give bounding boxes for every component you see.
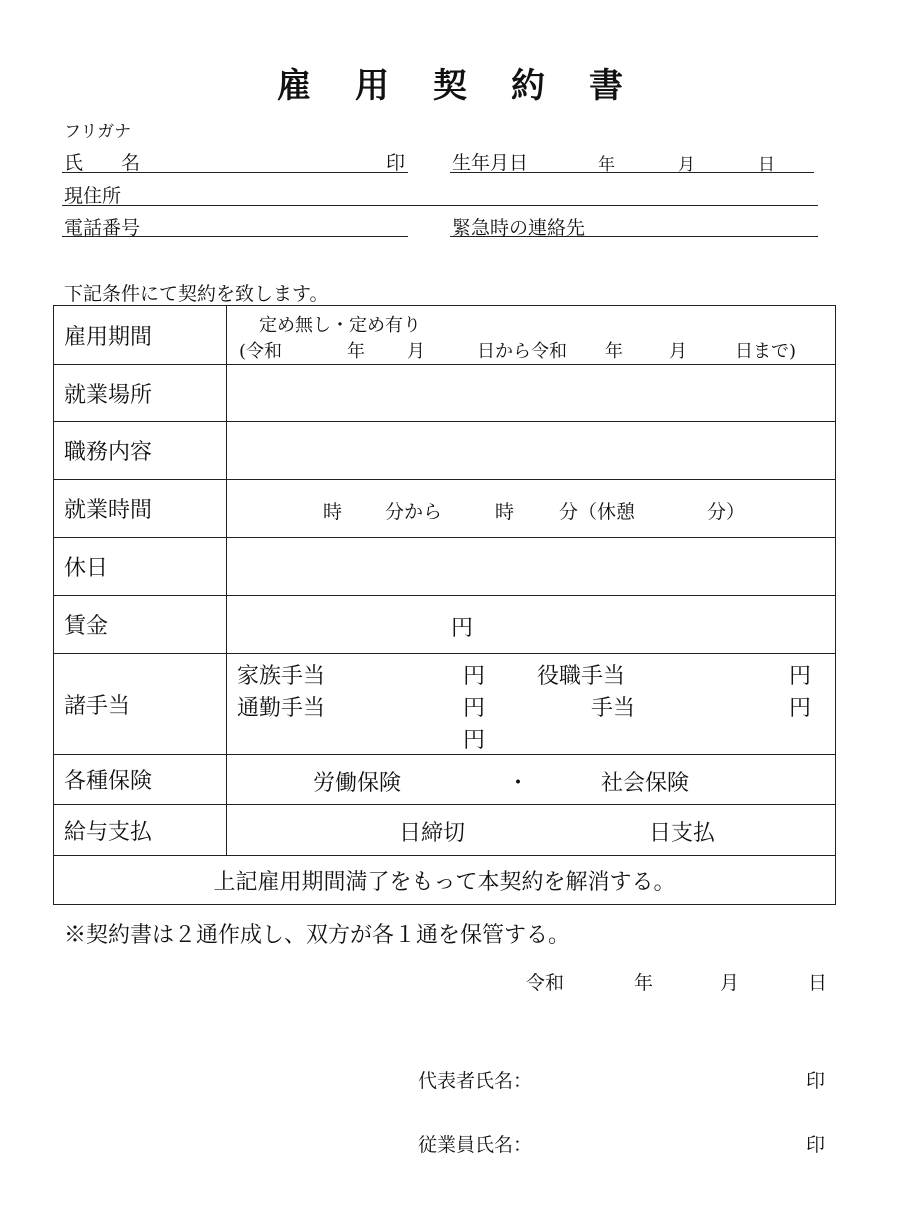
duties-cell[interactable] bbox=[227, 422, 836, 480]
birth-label: 生年月日 bbox=[452, 152, 529, 174]
table-row bbox=[54, 365, 836, 422]
table-row bbox=[54, 654, 836, 755]
allowance-position-yen: 円 bbox=[789, 664, 812, 689]
title-char: 契 bbox=[433, 66, 467, 106]
wage-label: 賃金 bbox=[54, 596, 227, 654]
birth-month-unit: 月 bbox=[678, 155, 695, 175]
period-type: 定め無し・定め有り bbox=[259, 315, 421, 336]
hours-hour2: 時 bbox=[495, 501, 515, 523]
period-cell[interactable] bbox=[227, 306, 836, 365]
address-field-line[interactable] bbox=[62, 205, 818, 206]
insurance-cell[interactable] bbox=[227, 755, 836, 805]
intro-text: 下記条件にて契約を致します。 bbox=[64, 283, 329, 305]
workplace-cell[interactable] bbox=[227, 365, 836, 422]
hours-hour1: 時 bbox=[323, 501, 343, 523]
hours-label: 就業時間 bbox=[54, 480, 227, 538]
duties-label: 職務内容 bbox=[54, 422, 227, 480]
date-month: 月 bbox=[720, 972, 740, 994]
allowance-position: 役職手当 bbox=[537, 664, 626, 689]
furigana-label: フリガナ bbox=[64, 122, 132, 142]
table-row bbox=[54, 422, 836, 480]
birth-field-line[interactable] bbox=[450, 172, 814, 173]
contract-table bbox=[53, 305, 836, 905]
allowance-commute-yen: 円 bbox=[463, 696, 486, 721]
holidays-cell[interactable] bbox=[227, 538, 836, 596]
allowance-extra-yen: 円 bbox=[463, 728, 486, 753]
payment-cell[interactable] bbox=[227, 805, 836, 856]
allowance-other: 手当 bbox=[591, 696, 636, 721]
period-year2: 年 bbox=[605, 341, 623, 362]
period-until: 日まで) bbox=[735, 341, 797, 362]
date-year: 年 bbox=[634, 972, 654, 994]
wage-yen: 円 bbox=[451, 616, 474, 641]
allowances-label: 諸手当 bbox=[54, 654, 227, 755]
name-label: 氏 名 bbox=[64, 152, 141, 174]
hours-cell[interactable] bbox=[227, 480, 836, 538]
table-footer: 上記雇用期間満了をもって本契約を解消する。 bbox=[54, 856, 836, 905]
hours-rest-open: 分（休憩 bbox=[559, 501, 636, 523]
address-label: 現住所 bbox=[64, 185, 122, 207]
table-row bbox=[54, 538, 836, 596]
period-month1: 月 bbox=[407, 341, 425, 362]
hours-from: 分から bbox=[385, 501, 443, 523]
document-title bbox=[0, 58, 900, 107]
name-seal: 印 bbox=[386, 152, 406, 174]
table-row bbox=[54, 596, 836, 654]
birth-year-unit: 年 bbox=[598, 155, 615, 175]
title-char: 用 bbox=[355, 66, 389, 106]
allowance-commute: 通勤手当 bbox=[237, 696, 326, 721]
representative-seal: 印 bbox=[806, 1070, 826, 1092]
workplace-label: 就業場所 bbox=[54, 365, 227, 422]
payment-label: 給与支払 bbox=[54, 805, 227, 856]
table-row bbox=[54, 306, 836, 365]
representative-label: 代表者氏名： bbox=[418, 1070, 533, 1092]
date-day: 日 bbox=[808, 972, 828, 994]
period-open: (令和 bbox=[239, 341, 283, 362]
title-char: 雇 bbox=[277, 66, 311, 106]
phone-label: 電話番号 bbox=[64, 217, 141, 239]
title-char: 約 bbox=[511, 66, 545, 106]
wage-cell[interactable] bbox=[227, 596, 836, 654]
date-era: 令和 bbox=[526, 972, 565, 994]
insurance-separator: ・ bbox=[507, 771, 530, 796]
emergency-field-line[interactable] bbox=[450, 236, 818, 237]
employee-label: 従業員氏名： bbox=[418, 1134, 533, 1156]
payment-payday: 日支払 bbox=[649, 821, 716, 846]
emergency-label: 緊急時の連絡先 bbox=[452, 217, 586, 239]
period-from: 日から令和 bbox=[477, 341, 567, 362]
insurance-label: 各種保険 bbox=[54, 755, 227, 805]
allowances-cell[interactable] bbox=[227, 654, 836, 755]
name-field-line[interactable] bbox=[62, 172, 408, 173]
allowance-family: 家族手当 bbox=[237, 664, 326, 689]
table-row bbox=[54, 755, 836, 805]
hours-rest-close: 分） bbox=[707, 501, 746, 523]
holidays-label: 休日 bbox=[54, 538, 227, 596]
allowance-family-yen: 円 bbox=[463, 664, 486, 689]
payment-cutoff: 日締切 bbox=[399, 821, 466, 846]
phone-field-line[interactable] bbox=[62, 236, 408, 237]
table-row bbox=[54, 856, 836, 905]
period-month2: 月 bbox=[669, 341, 687, 362]
note-text: ※契約書は２通作成し、双方が各１通を保管する。 bbox=[64, 923, 571, 948]
table-row bbox=[54, 805, 836, 856]
table-row bbox=[54, 480, 836, 538]
birth-day-unit: 日 bbox=[758, 155, 775, 175]
period-year1: 年 bbox=[347, 341, 365, 362]
period-label: 雇用期間 bbox=[54, 306, 227, 365]
allowance-other-yen: 円 bbox=[789, 696, 812, 721]
title-char: 書 bbox=[589, 66, 623, 106]
employee-seal: 印 bbox=[806, 1134, 826, 1156]
insurance-social: 社会保険 bbox=[601, 771, 690, 796]
insurance-labor: 労働保険 bbox=[313, 771, 402, 796]
